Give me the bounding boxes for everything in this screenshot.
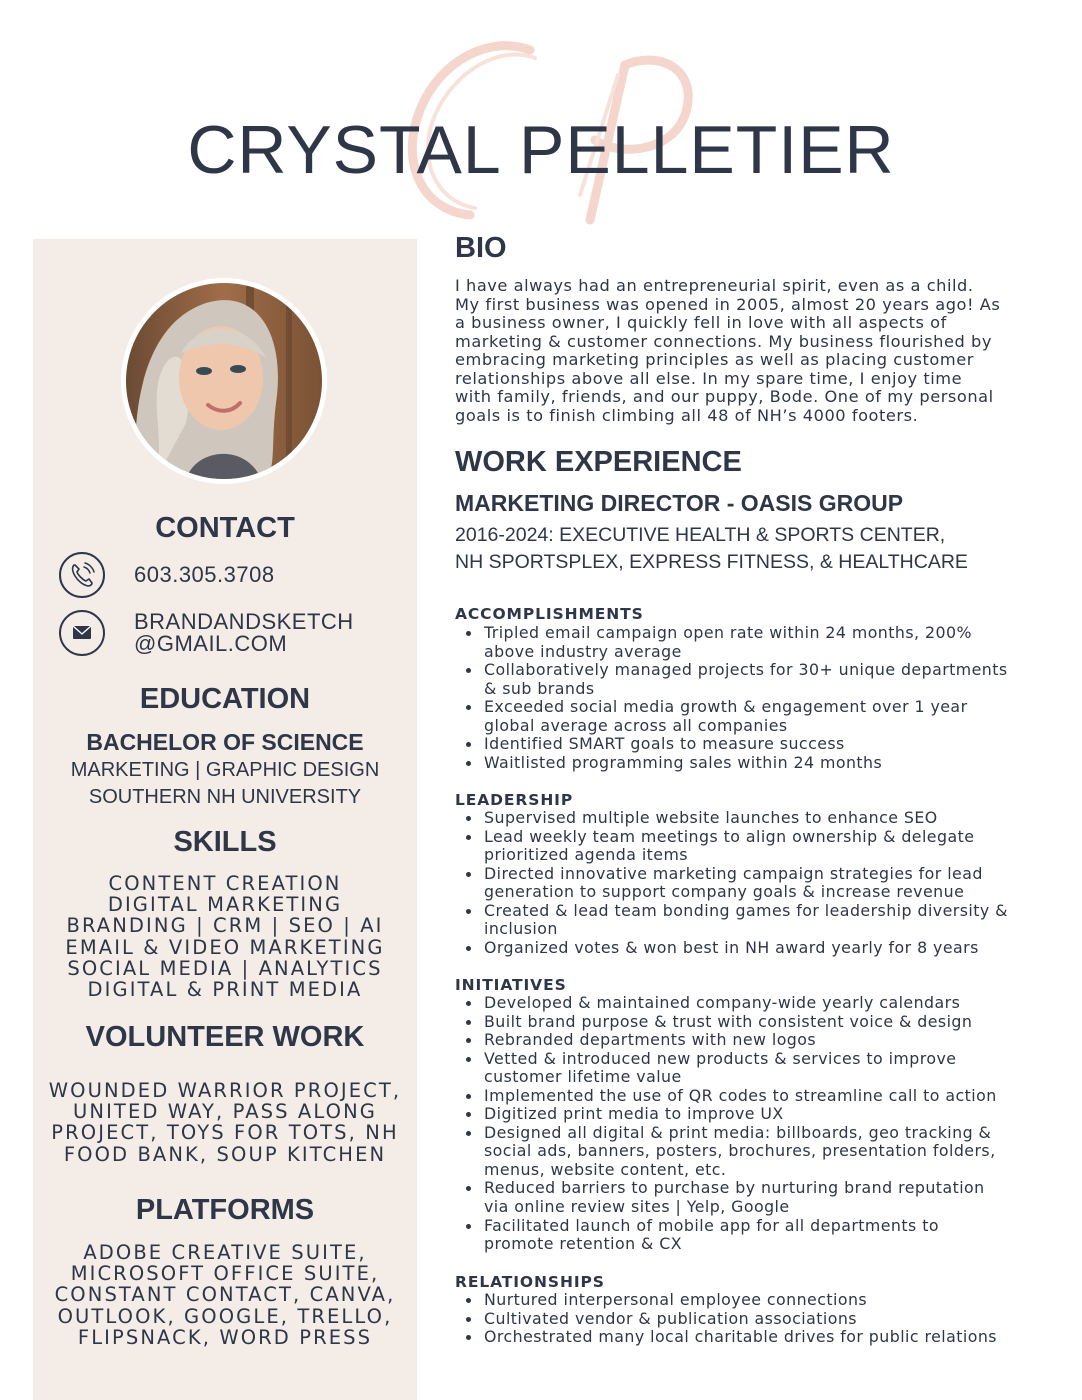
list-item: Built brand purpose & trust with consistent voice & design — [463, 1013, 1048, 1032]
volunteer-line: FOOD BANK, SOUP KITCHEN — [63, 1142, 387, 1166]
list-item: Waitlisted programming sales within 24 months — [463, 754, 1048, 773]
volunteer-line: WOUNDED WARRIOR PROJECT, — [48, 1079, 402, 1102]
bio-line: goals is to finish climbing all 48 of NH’s 4000 footers. — [455, 405, 919, 425]
list-item: Digitized print media to improve UX — [463, 1105, 1048, 1124]
bio-line: relationships above all else. In my spare time, I enjoy time — [455, 368, 963, 388]
bio-line: marketing & customer connections. My business flourished by — [455, 331, 992, 351]
candidate-name: CRYSTAL PELLETIER — [187, 112, 895, 188]
initiatives-list — [463, 994, 1048, 1254]
job-subtitle-line-2: NH SPORTSPLEX, EXPRESS FITNESS, & HEALTHCARE — [455, 551, 968, 573]
email-icon — [59, 610, 105, 656]
education-major: MARKETING | GRAPHIC DESIGN — [70, 759, 380, 781]
email-line-1: BRANDANDSKETCH — [134, 609, 354, 634]
list-item: Directed innovative marketing campaign strategies for lead generation to support company goals & increase revenue — [463, 865, 1048, 902]
email-line-2: @GMAIL.COM — [134, 631, 288, 656]
list-item: Identified SMART goals to measure success — [463, 735, 1048, 754]
bio-line: with family, friends, and our puppy, Bode. One of my personal — [455, 387, 994, 406]
phone-icon — [59, 552, 105, 598]
list-item: Collaboratively managed projects for 30+ unique departments & sub brands — [463, 661, 1048, 698]
contact-heading: CONTACT — [155, 512, 295, 544]
volunteer-line: PROJECT, TOYS FOR TOTS, NH — [51, 1121, 399, 1145]
education-school: SOUTHERN NH UNIVERSITY — [88, 786, 362, 808]
skill-item: CONTENT CREATION — [108, 872, 342, 895]
bio-line: embracing marketing principles as well as placing customer — [455, 350, 974, 369]
platforms-line: OUTLOOK, GOOGLE, TRELLO, — [57, 1304, 393, 1328]
list-item: Implemented the use of QR codes to streamline call to action — [463, 1087, 1048, 1106]
skills-heading: SKILLS — [173, 826, 277, 858]
list-item: Nurtured interpersonal employee connections — [463, 1291, 1048, 1310]
phone-number[interactable]: 603.305.3708 — [134, 562, 275, 587]
initiatives-heading: INITIATIVES — [455, 976, 567, 994]
bio-line: I have always had an entrepreneurial spirit, even as a child. — [455, 276, 974, 295]
list-item: Orchestrated many local charitable drives for public relations — [463, 1328, 1048, 1347]
accomplishments-list — [463, 624, 1048, 772]
bio-text — [455, 277, 1045, 425]
bio-line: My first business was opened in 2005, almost 20 years ago! As — [455, 294, 1001, 314]
list-item: Created & lead team bonding games for leadership diversity & inclusion — [463, 902, 1048, 939]
job-title: MARKETING DIRECTOR - OASIS GROUP — [455, 490, 904, 516]
list-item: Rebranded departments with new logos — [463, 1031, 1048, 1050]
work-experience-heading: WORK EXPERIENCE — [455, 446, 742, 478]
list-item: Cultivated vendor & publication associations — [463, 1310, 1048, 1329]
volunteer-line: UNITED WAY, PASS ALONG — [73, 1100, 377, 1124]
platforms-line: FLIPSNACK, WORD PRESS — [77, 1325, 373, 1349]
bio-heading: BIO — [455, 232, 507, 264]
skill-item: DIGITAL & PRINT MEDIA — [87, 978, 363, 1002]
list-item: Facilitated launch of mobile app for all departments to promote retention & CX — [463, 1217, 1048, 1254]
platforms-list — [33, 1242, 417, 1348]
list-item: Vetted & introduced new products & services to improve customer lifetime value — [463, 1050, 1048, 1087]
email-address[interactable] — [134, 611, 354, 655]
profile-photo — [121, 278, 327, 484]
list-item: Developed & maintained company-wide yearly calendars — [463, 994, 1048, 1013]
list-item: Designed all digital & print media: billboards, geo tracking & social ads, banners, posters, brochures, presentation folders, menus, website content, etc. — [463, 1124, 1048, 1180]
platforms-line: MICROSOFT OFFICE SUITE, — [70, 1262, 380, 1286]
education-degree: BACHELOR OF SCIENCE — [86, 729, 364, 755]
list-item: Lead weekly team meetings to align ownership & delegate prioritized agenda items — [463, 828, 1048, 865]
list-item: Tripled email campaign open rate within 24 months, 200% above industry average — [463, 624, 1048, 661]
skill-item: SOCIAL MEDIA | ANALYTICS — [67, 956, 383, 980]
list-item: Exceeded social media growth & engagement over 1 year global average across all companies — [463, 698, 1048, 735]
list-item: Reduced barriers to purchase by nurturing brand reputation via online review sites | Yelp, Google — [463, 1179, 1048, 1216]
skills-list — [33, 873, 417, 1000]
list-item: Organized votes & won best in NH award yearly for 8 years — [463, 939, 1048, 958]
relationships-heading: RELATIONSHIPS — [455, 1273, 605, 1291]
volunteer-heading: VOLUNTEER WORK — [85, 1021, 365, 1053]
leadership-heading: LEADERSHIP — [455, 791, 574, 809]
education-heading: EDUCATION — [139, 683, 311, 715]
skill-item: BRANDING | CRM | SEO | AI — [66, 914, 384, 938]
platforms-line: CONSTANT CONTACT, CANVA, — [54, 1283, 396, 1307]
job-subtitle-line-1: 2016-2024: EXECUTIVE HEALTH & SPORTS CENTER, — [455, 524, 946, 546]
platforms-line: ADOBE CREATIVE SUITE, — [83, 1241, 367, 1264]
list-item: Supervised multiple website launches to enhance SEO — [463, 809, 1048, 828]
bio-line: a business owner, I quickly fell in love with all aspects of — [455, 313, 947, 332]
skill-item: DIGITAL MARKETING — [107, 893, 343, 917]
platforms-heading: PLATFORMS — [135, 1194, 315, 1226]
relationships-list — [463, 1291, 1048, 1347]
skill-item: EMAIL & VIDEO MARKETING — [65, 935, 385, 959]
accomplishments-heading: ACCOMPLISHMENTS — [455, 605, 644, 623]
leadership-list — [463, 809, 1048, 957]
volunteer-list — [33, 1080, 417, 1165]
